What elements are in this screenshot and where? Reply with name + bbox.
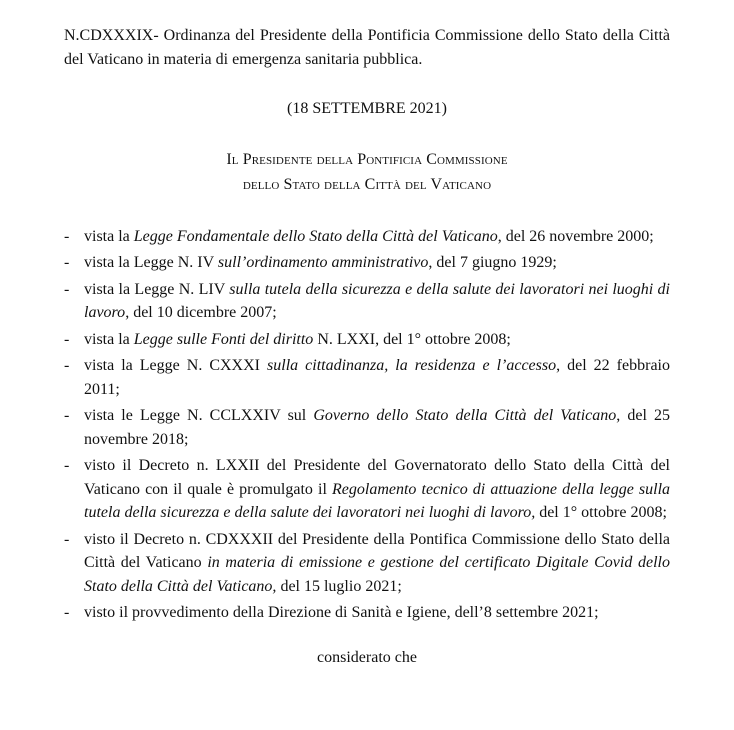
recital-italic-title: Legge sulle Fonti del diritto xyxy=(133,330,314,348)
recital-item xyxy=(64,454,670,525)
recital-text: vista la xyxy=(84,227,134,245)
recital-text: visto il Decreto n. LXXII del Presidente del Governatorato dello Stato della Città del Vaticano con il quale è promulgato il xyxy=(84,457,670,498)
recital-italic-title: sulla tutela della sicurezza e della salute dei lavoratori nei luoghi di lavoro xyxy=(84,280,671,321)
recital-italic-title: Legge Fondamentale dello Stato della Città del Vaticano xyxy=(133,227,498,245)
recital-text: N. LXXI, del 1° ottobre 2008; xyxy=(313,330,511,348)
recital-text: , del 25 novembre 2018; xyxy=(84,407,671,448)
recital-italic-title: Governo dello Stato della Città del Vaticano xyxy=(313,407,617,424)
recital-text: del 15 luglio 2021; xyxy=(276,577,402,595)
document-page xyxy=(64,24,670,669)
recital-italic-title: in materia di emissione e gestione del certificato Digitale Covid dello Stato della Città del Vaticano, xyxy=(84,554,671,595)
recitals-list xyxy=(64,225,670,625)
recital-italic-title: Regolamento tecnico di attuazione della legge sulla tutela della sicurezza e della salute dei lavoratori nei luoghi di lavoro, xyxy=(84,480,671,521)
list-dash: - xyxy=(64,357,70,374)
recital-text: visto il provvedimento della Direzione di Sanità e Igiene, dell’8 settembre 2021; xyxy=(84,604,599,621)
list-dash: - xyxy=(64,530,70,548)
recital-item xyxy=(64,328,670,352)
considering-clause: considerato che xyxy=(317,648,417,666)
list-dash: - xyxy=(64,407,70,424)
list-dash: - xyxy=(64,280,70,298)
recital-item xyxy=(64,225,670,249)
recital-text: , del 7 giugno 1929; xyxy=(428,254,557,271)
recital-text: visto il Decreto n. CDXXXII del Presidente della Pontifica Commissione dello Stato della Città del Vaticano xyxy=(84,530,670,571)
recital-text: vista la Legge N. LIV xyxy=(84,280,230,298)
list-dash: - xyxy=(64,227,70,245)
recital-text: del 1° ottobre 2008; xyxy=(535,504,667,521)
list-dash: - xyxy=(64,457,70,474)
recital-text: vista la xyxy=(84,330,134,348)
recital-text: vista le Legge N. CCLXXIV sul xyxy=(84,407,314,424)
recital-item xyxy=(64,278,670,325)
list-dash: - xyxy=(64,604,70,621)
recital-item xyxy=(64,601,670,625)
recital-text: vista la Legge N. IV xyxy=(84,254,218,271)
recital-item xyxy=(64,354,670,401)
recital-text: vista la Legge N. CXXXI xyxy=(84,357,268,374)
recital-text: , del 22 febbraio 2011; xyxy=(84,357,670,398)
list-dash: - xyxy=(64,254,70,271)
recital-item xyxy=(64,404,670,451)
list-dash: - xyxy=(64,330,70,348)
recital-italic-title: sulla cittadinanza, la residenza e l’accesso xyxy=(267,357,557,374)
recital-text: , del 10 dicembre 2007; xyxy=(125,304,277,321)
recital-item xyxy=(64,251,670,275)
issuer-heading xyxy=(64,147,670,197)
issuer-heading-line-1: Il Presidente della Pontificia Commissione xyxy=(226,150,508,168)
issuer-heading-line-2: dello Stato della Città del Vaticano xyxy=(242,175,492,193)
recital-italic-title: sull’ordinamento amministrativo xyxy=(217,254,429,271)
recital-item xyxy=(64,528,670,599)
ordinance-date: (18 SETTEMBRE 2021) xyxy=(287,100,447,117)
recital-text: , del 26 novembre 2000; xyxy=(497,227,654,245)
ordinance-title: N.CDXXXIX- Ordinanza del Presidente della Pontificia Commissione dello Stato della Città del Vaticano in materia di emergenza sanitaria pubblica. xyxy=(64,27,670,68)
